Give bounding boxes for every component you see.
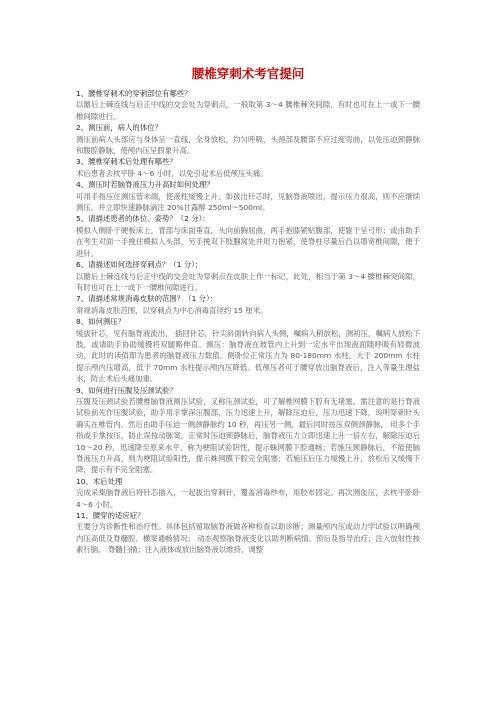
- answer-paragraph: 以髂后上棘连线与后正中线的交会处为穿刺点在皮肤上作一标记，此处，相当于第 3～4 腰椎棘突间隙，有时也可在上一或下一腰椎间隙进行。: [76, 271, 420, 292]
- question-heading: 2、测压前，病人的体位？: [76, 123, 163, 133]
- document-body: [76, 88, 420, 556]
- answer-paragraph: 常规消毒皮肤范围，以穿刺点为中心消毒直径约 15 厘米。: [76, 305, 268, 315]
- answer-paragraph: 术后患者去枕平卧 4～6 小时，以免引起术后低颅压头痛。: [76, 168, 268, 178]
- question-heading: 11、腰穿的适应症？: [76, 511, 145, 521]
- answer-paragraph: 完成采集脑脊液后将针芯插入，一起拔出穿刺针，覆盖消毒纱布，用胶布固定。再次测血压，去枕平卧卧 4～6 小时。: [76, 488, 420, 509]
- question-heading: 1、腰椎穿刺术的穿刺部位有哪些？: [76, 89, 192, 98]
- answer-paragraph: 测压前病人头部应与身体呈一直线，全身放松，均匀呼吸，头颈部及腰部不应过度弯曲，以免压迫颈静脉和腹腔静脉，使颅内压呈假象升高。: [76, 134, 420, 156]
- question-heading: 10、术后处理: [76, 476, 123, 486]
- document-title: 腰椎穿刺术考官提问: [191, 66, 305, 81]
- answer-paragraph: 主要分为诊断性和治疗性。具体包括留取脑脊液做各种检查以助诊断；测量颅内压或动力学试验以明确颅内压高低及脊髓腔、横窦通畅情况； 动态观察脑脊液变化以助判断病情、预后及指导治疗；注入放射性核素行脑、 脊髓扫描；注入液体或放出脑脊液以维持、调整: [76, 522, 420, 555]
- question-heading: 5、请描述患者的体位、姿势？（2 分）：: [76, 214, 210, 224]
- question-heading: 9、如何进行压腹及压颈试验？: [76, 385, 177, 395]
- answer-paragraph: 可用手指压住测压管末端，使液柱缓慢上升。如拔出针芯时，见脑脊液喷出，提示压力很高，则不应继续测压。并立即快速静脉滴注 20%甘露醇 250ml～500ml。: [76, 191, 420, 213]
- question-heading: 3、腰椎穿刺术后处理有哪些？: [76, 157, 177, 167]
- question-heading: 8、如何测压？: [76, 317, 126, 327]
- answer-paragraph: 以髂后上棘连线与后正中线的交会处为穿刺点，一般取第 3～4 腰椎棘突间隙，有时也可在上一或下一腰椎间隙进行。: [76, 100, 420, 121]
- answer-paragraph: 压腹及压颈试验若腰椎脑脊液测压试验，又称压颈试验，可了解椎网膜下腔有无堵塞。需注意的是行脊液试验前先作压腹试验，助手用手掌深压腹部，压力迅速上升，解除压迫后，压力迅速下降，说明穿刺针头确实在椎管内。然后由助手压迫一侧颈静脉约 10 秒，再压另一侧，最后同时按压双侧颈静脉， 用多个手指或手掌按压，防止误按动脉窦。正常时压迫颈静脉后，脑脊液压力立即迅速上升一倍左右，解除压迫后 10～20 秒，迅速降至原来水平，称为梗阻试验阴性，提示蛛网膜下腔通畅；若施压颈静脉后，不能使脑脊液压力升高，则为梗阻试验阳性，提示蛛网膜下腔完全阻塞；若施压后压力缓慢上升，放松后又缓慢下降，提示有不完全阻塞。: [76, 396, 420, 475]
- question-heading: 4、测压时若脑脊液压力升高时如何处理？: [76, 180, 214, 190]
- answer-paragraph: 模拟人侧卧于硬板床上，背部与床面垂直，头向前胸屈曲，两手抱膝紧贴腹部，使躯干呈弓形；或由助手在考生对面一手挽住模拟人头部，另手挽双下肢腘窝处并用力抱紧，使脊柱尽量后凸以增宽椎间隙，便于进针。: [76, 225, 420, 258]
- question-heading: 7、请描述常规消毒皮肤的范围？（1 分）：: [76, 294, 218, 304]
- question-heading: 6、请描述如何选择穿刺点？（1 分）；: [76, 260, 203, 270]
- answer-paragraph: 缓拔针芯，见有脑脊液流出， 插回针芯，针尖斜面转向病人头侧，嘱病人稍放松，测初压，嘱病人放松下肢，或请助手协助缓慢将双腿略伸直。测压：脑脊液在玻管内上升到一定水平出现液面随呼吸有轻微波动，此时的读值即为患者的脑脊液压力数值。侧卧位正常压力为 80-180mm 水柱，大于 200mm 水柱提示颅内压增高，低于 70mm 水柱提示颅内压降低。低颅压者可于腰穿放出脑脊液后，注入等量生理盐水，防止术后头痛加重。: [76, 328, 420, 384]
